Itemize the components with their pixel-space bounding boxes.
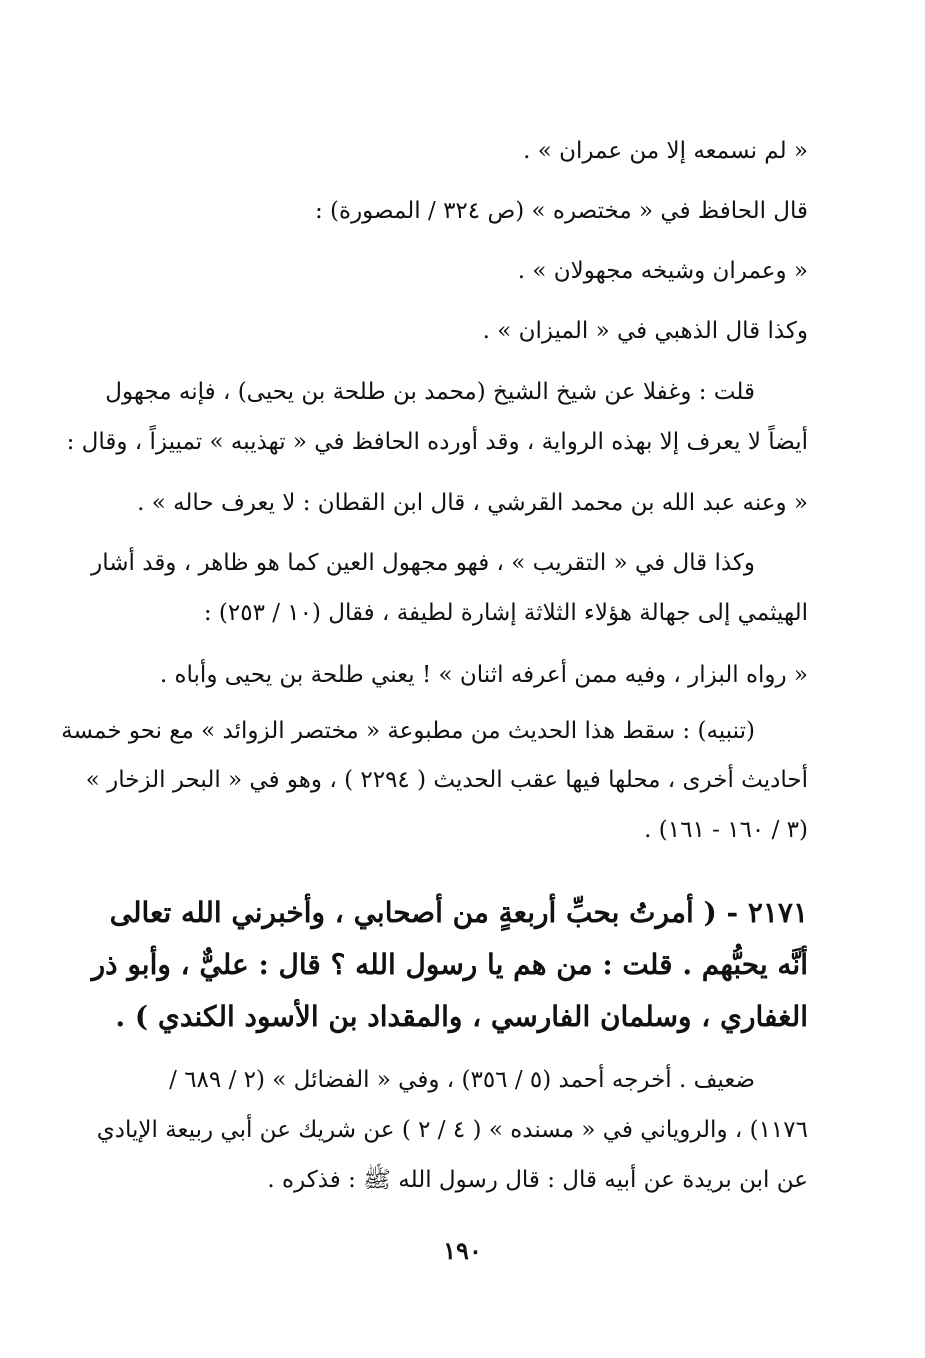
text-line: قال الحافظ في « مختصره » (ص ٣٢٤ / المصورة) : — [314, 198, 808, 224]
paragraph-line: أيضاً لا يعرف إلا بهذه الرواية ، وقد أورده الحافظ في « تهذيبه » تمييزاً ، وقال : — [66, 429, 808, 455]
note-line: أحاديث أخرى ، محلها فيها عقب الحديث ( ٢٢٩٤ ) ، وهو في « البحر الزخار » — [85, 767, 808, 793]
quote-line: « رواه البزار ، وفيه ممن أعرفه اثنان » ! يعني طلحة بن يحيى وأباه . — [159, 662, 808, 688]
hadith-heading-line: ٢١٧١ - ( أمرتُ بحبِّ أربعةٍ من أصحابي ، وأخبرني الله تعالى — [109, 896, 808, 929]
quote-line: « وعمران وشيخه مجهولان » . — [517, 258, 808, 284]
page-number: ١٩٠ — [443, 1236, 482, 1265]
hadith-heading-line: الغفاري ، وسلمان الفارسي ، والمقداد بن الأسود الكندي ) . — [115, 1000, 808, 1033]
paragraph-line: وكذا قال في « التقريب » ، فهو مجهول العين كما هو ظاهر ، وقد أشار — [91, 550, 755, 576]
paragraph-line: قلت : وغفلا عن شيخ الشيخ (محمد بن طلحة بن يحيى) ، فإنه مجهول — [105, 379, 755, 405]
note-line: (٣ / ١٦٠ - ١٦١) . — [644, 817, 808, 843]
quote-line: « وعنه عبد الله بن محمد القرشي ، قال ابن القطان : لا يعرف حاله » . — [137, 490, 808, 516]
quote-line: « لم نسمعه إلا من عمران » . — [523, 138, 808, 164]
hadith-heading-line: أنَّه يحبُّهم . قلت : من هم يا رسول الله ؟ قال : عليٌّ ، وأبو ذر — [91, 948, 808, 981]
takhrij-line: عن ابن بريدة عن أبيه قال : قال رسول الله ﷺ : فذكره . — [267, 1167, 808, 1193]
paragraph-line: الهيثمي إلى جهالة هؤلاء الثلاثة إشارة لطيفة ، فقال (١٠ / ٢٥٣) : — [203, 600, 808, 626]
text-line: وكذا قال الذهبي في « الميزان » . — [482, 318, 808, 344]
takhrij-line: ضعيف . أخرجه أحمد (٥ / ٣٥٦) ، وفي « الفضائل » (٢ / ٦٨٩ / — [169, 1067, 755, 1093]
note-line: (تنبيه) : سقط هذا الحديث من مطبوعة « مختصر الزوائد » مع نحو خمسة — [61, 718, 755, 744]
takhrij-line: ١١٧٦) ، والروياني في « مسنده » ( ٤ / ٢ ) عن شريك عن أبي ربيعة الإيادي — [96, 1117, 808, 1143]
